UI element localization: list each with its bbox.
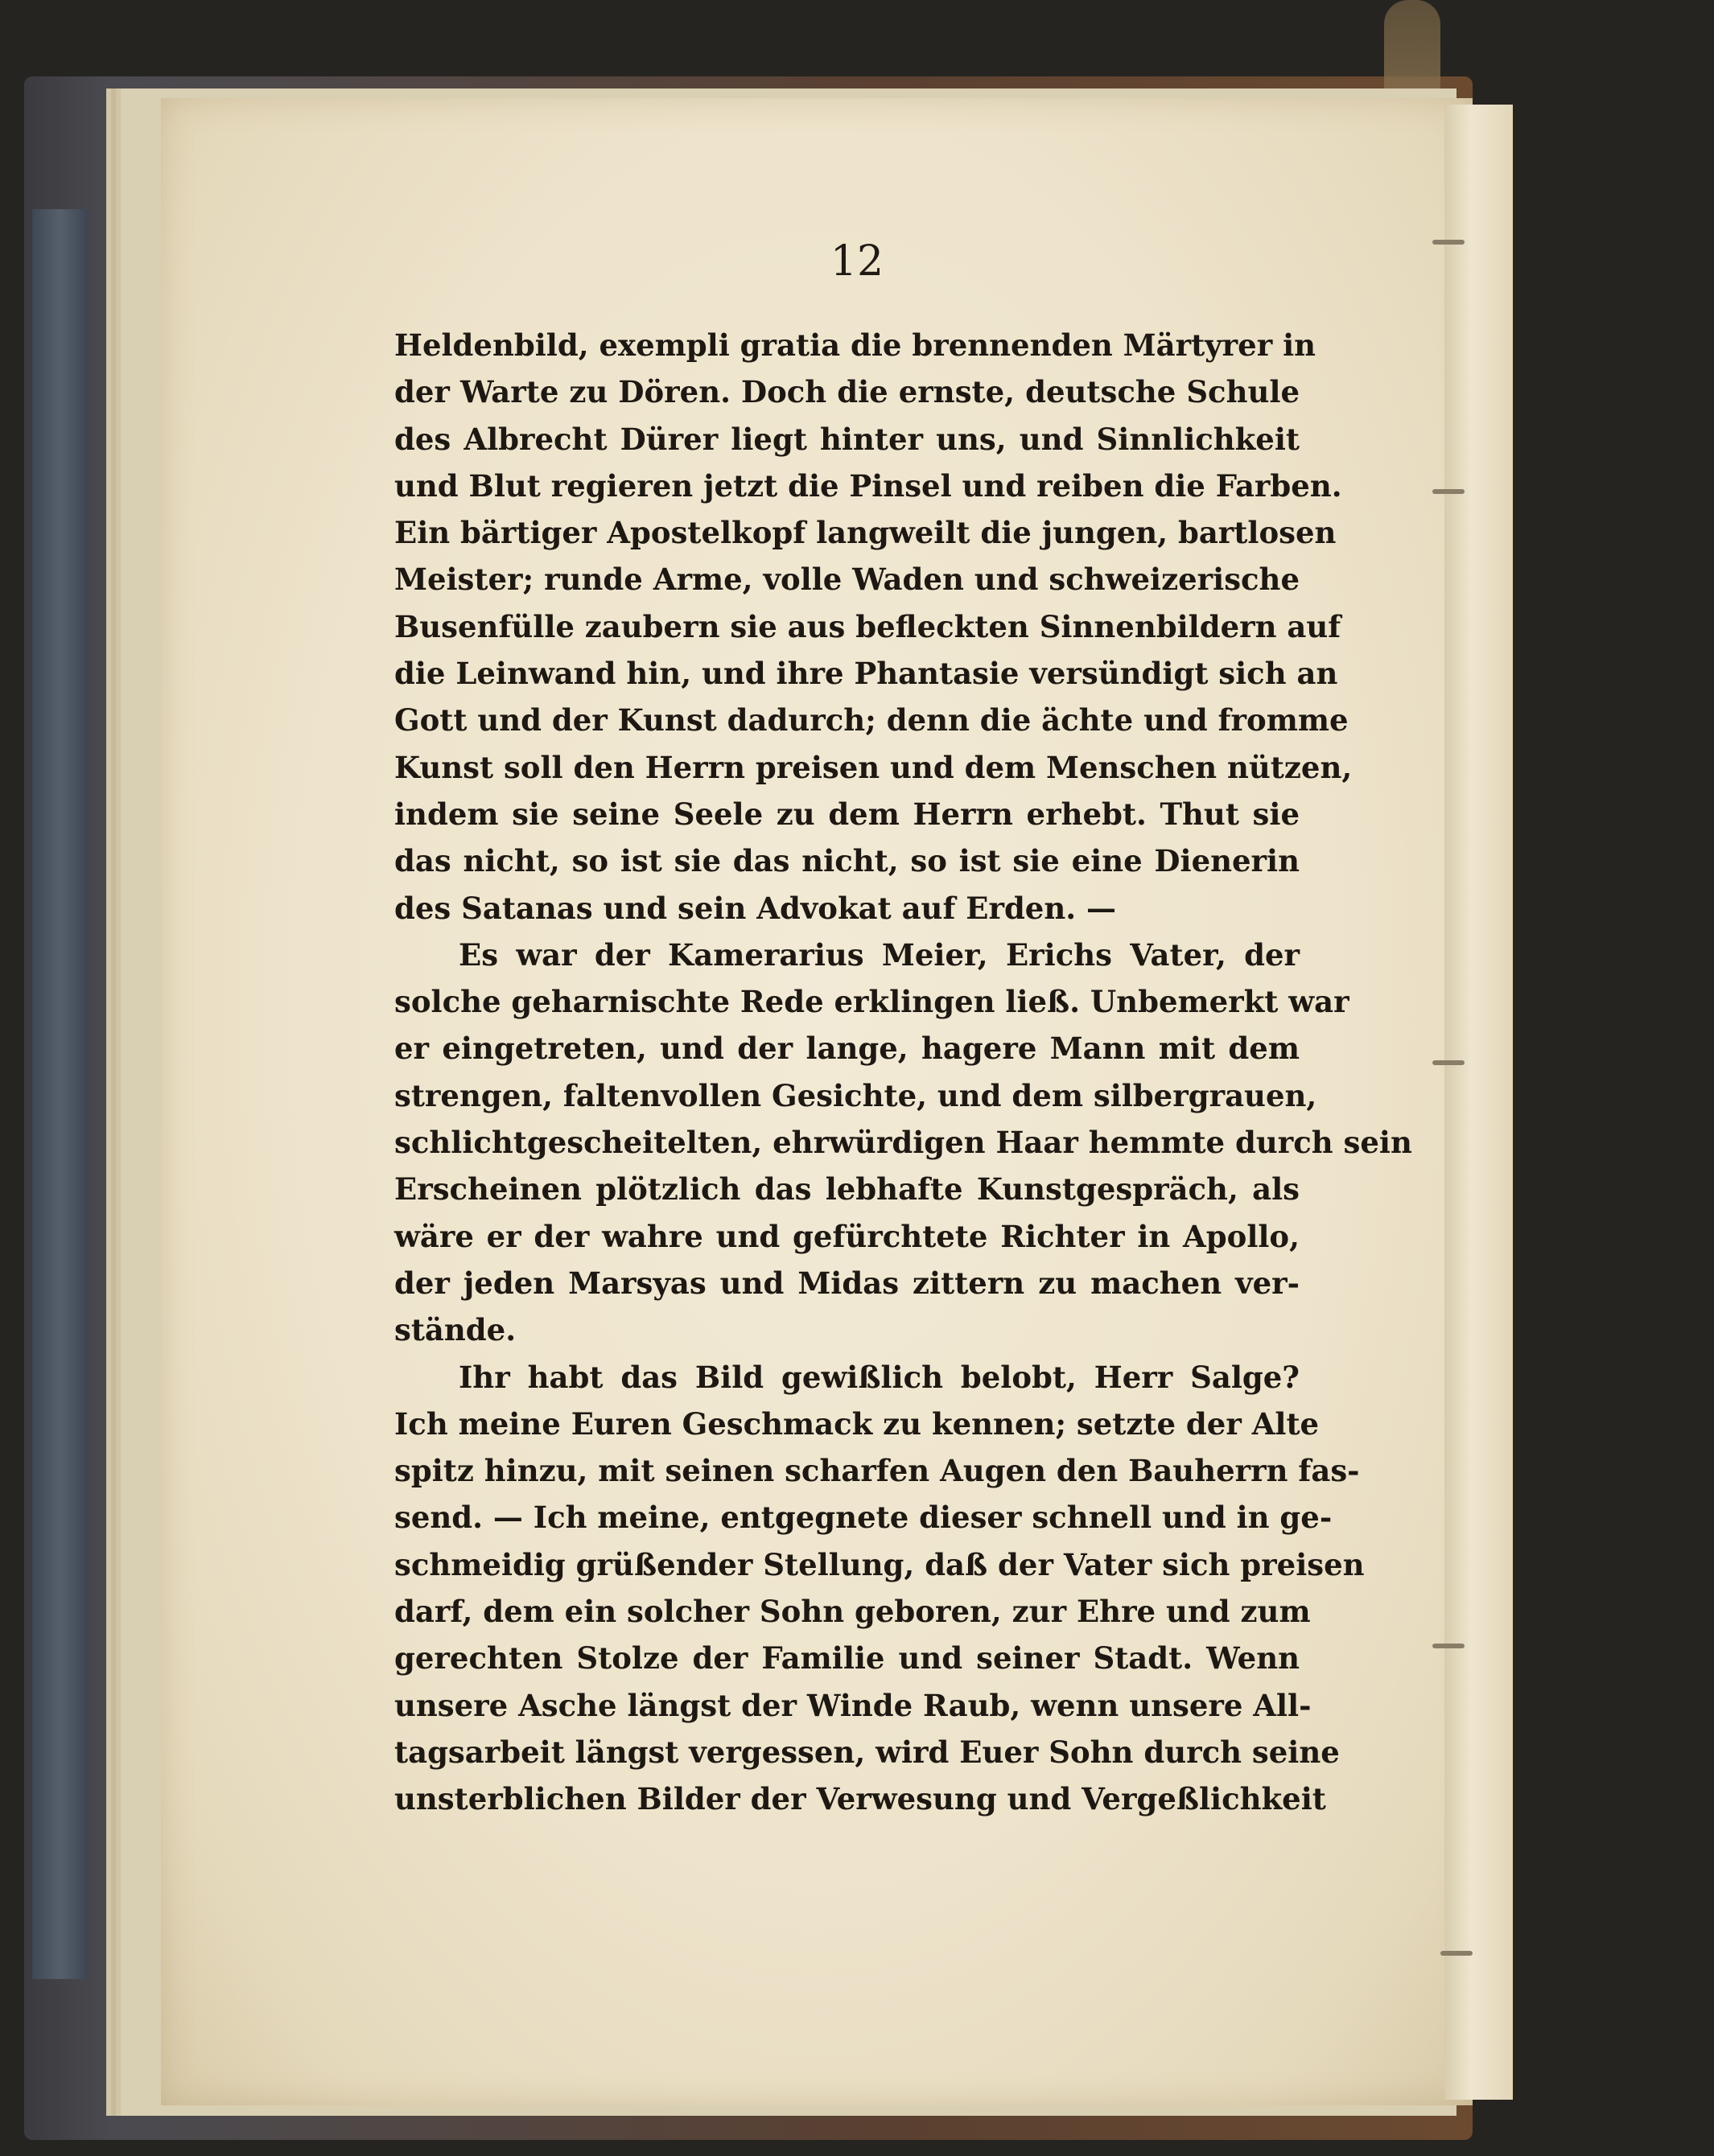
text-line: unsterblichen Bilder der Verwesung und Vergeßlichkeit [394, 1781, 1326, 1817]
text-line: Meister; runde Arme, volle Waden und schweizerische [394, 562, 1300, 598]
text-line: Kunst soll den Herrn preisen und dem Menschen nützen, [394, 749, 1353, 785]
text-line: er eingetreten, und der lange, hagere Mann mit dem [394, 1031, 1300, 1067]
text-line: Ein bärtiger Apostelkopf langweilt die jungen, bartlosen [394, 515, 1337, 551]
text-line: strengen, faltenvollen Gesichte, und dem silbergrauen, [394, 1077, 1317, 1113]
text-line: schmeidig grüßender Stellung, daß der Vater sich preisen [394, 1546, 1365, 1582]
binding-thread [1432, 1644, 1465, 1648]
facing-page-gutter [1444, 105, 1513, 2100]
text-line: Erscheinen plötzlich das lebhafte Kunstgespräch, als [394, 1171, 1300, 1208]
text-line: wäre er der wahre und gefürchtete Richter in Apollo, [394, 1218, 1300, 1254]
page-number: 12 [830, 237, 884, 286]
text-line: Ihr habt das Bild gewißlich belobt, Herr Salge? [459, 1359, 1300, 1395]
text-line: Ich meine Euren Geschmack zu kennen; setzte der Alte [394, 1405, 1320, 1442]
binding-thread [1432, 489, 1465, 494]
text-line: darf, dem ein solcher Sohn geboren, zur Ehre und zum [394, 1594, 1311, 1630]
text-line: der jeden Marsyas und Midas zittern zu machen ver- [394, 1265, 1300, 1301]
text-line: und Blut regieren jetzt die Pinsel und reiben die Farben. [394, 467, 1342, 504]
text-line: send. — Ich meine, entgegnete dieser schnell und in ge- [394, 1500, 1333, 1536]
body-text [394, 322, 1412, 1823]
text-line: Es war der Kamerarius Meier, Erichs Vater, der [459, 936, 1300, 973]
text-line: unsere Asche längst der Winde Raub, wenn unsere All- [394, 1687, 1312, 1723]
text-line: indem sie seine Seele zu dem Herrn erhebt. Thut sie [394, 796, 1300, 832]
cover-spine-strip [32, 209, 89, 1979]
text-line: Busenfülle zaubern sie aus befleckten Sinnenbildern auf [394, 608, 1341, 644]
text-line: schlichtgescheitelten, ehrwürdigen Haar hemmte durch sein [394, 1125, 1412, 1161]
text-line: solche geharnischte Rede erklingen ließ. Unbemerkt war [394, 984, 1349, 1020]
text-line: das nicht, so ist sie das nicht, so ist sie eine Dienerin [394, 843, 1300, 879]
text-line: stände. [394, 1312, 517, 1348]
text-line: Heldenbild, exempli gratia die brennenden Märtyrer in [394, 327, 1316, 363]
text-line: der Warte zu Dören. Doch die ernste, deutsche Schule [394, 374, 1300, 410]
text-line: spitz hinzu, mit seinen scharfen Augen den Bauherrn fas- [394, 1453, 1360, 1489]
text-line: die Leinwand hin, und ihre Phantasie versündigt sich an [394, 656, 1338, 692]
binding-thread [1432, 1060, 1465, 1065]
text-line: Gott und der Kunst dadurch; denn die ächte und fromme [394, 702, 1349, 739]
binding-thread [1440, 1951, 1473, 1956]
text-line: des Satanas und sein Advokat auf Erden. — [394, 890, 1117, 926]
text-line: gerechten Stolze der Familie und seiner Stadt. Wenn [394, 1640, 1300, 1677]
text-line: des Albrecht Dürer liegt hinter uns, und Sinnlichkeit [394, 421, 1300, 457]
text-line: tagsarbeit längst vergessen, wird Euer Sohn durch seine [394, 1734, 1340, 1770]
